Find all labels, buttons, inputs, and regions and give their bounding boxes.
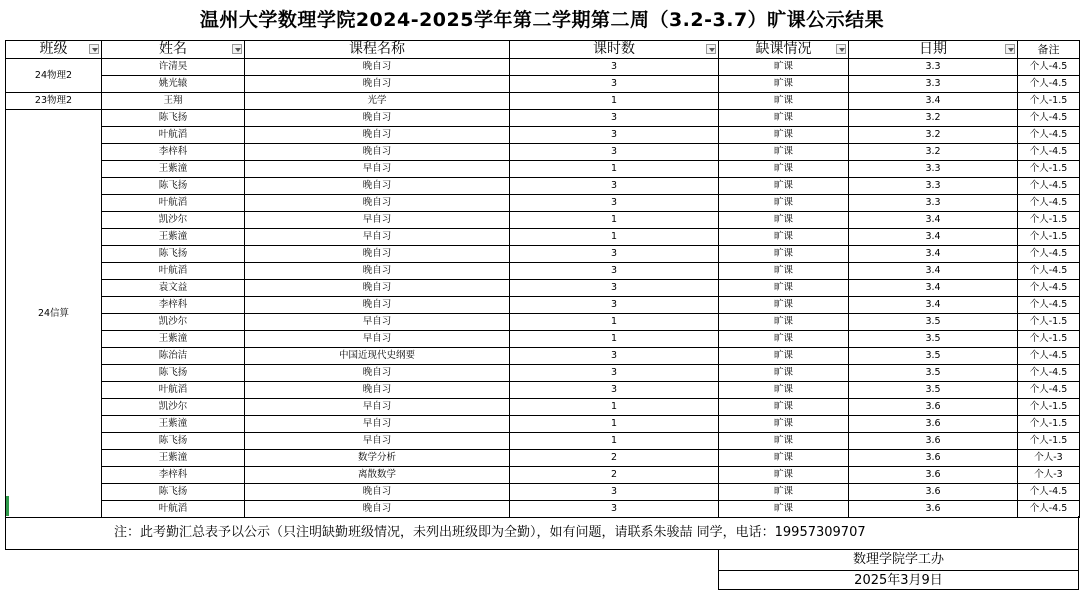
remark-cell[interactable]: 个人-1.5 — [1018, 416, 1080, 433]
status-cell[interactable]: 旷课 — [719, 246, 849, 263]
name-cell[interactable]: 李梓科 — [102, 144, 245, 161]
signature-date: 2025年3月9日 — [854, 573, 943, 588]
name-cell[interactable]: 王翔 — [102, 93, 245, 110]
status-cell[interactable]: 旷课 — [719, 433, 849, 450]
course-cell[interactable]: 中国近现代史纲要 — [245, 348, 510, 365]
table-row — [6, 263, 1080, 280]
course-cell[interactable]: 晚自习 — [245, 365, 510, 382]
attendance-table — [5, 40, 1080, 518]
hours-cell[interactable]: 3 — [510, 484, 719, 501]
status-cell[interactable]: 旷课 — [719, 416, 849, 433]
name-cell[interactable]: 王紫潼 — [102, 229, 245, 246]
remark-cell[interactable]: 个人-4.5 — [1018, 382, 1080, 399]
status-cell[interactable]: 旷课 — [719, 365, 849, 382]
hours-cell[interactable]: 3 — [510, 59, 719, 76]
name-cell[interactable]: 李梓科 — [102, 297, 245, 314]
course-cell[interactable]: 晚自习 — [245, 127, 510, 144]
remark-cell[interactable]: 个人-4.5 — [1018, 110, 1080, 127]
status-cell[interactable]: 旷课 — [719, 59, 849, 76]
name-cell[interactable]: 叶航滔 — [102, 127, 245, 144]
filter-dropdown-icon[interactable] — [1005, 44, 1015, 54]
hours-cell[interactable]: 3 — [510, 297, 719, 314]
date-cell[interactable]: 3.6 — [849, 501, 1018, 518]
status-cell[interactable]: 旷课 — [719, 484, 849, 501]
hours-cell[interactable]: 3 — [510, 263, 719, 280]
table-row — [6, 76, 1080, 93]
name-cell[interactable]: 李梓科 — [102, 467, 245, 484]
remark-cell[interactable]: 个人-4.5 — [1018, 144, 1080, 161]
table-row — [6, 229, 1080, 246]
table-row — [6, 212, 1080, 229]
name-cell[interactable]: 陈飞扬 — [102, 365, 245, 382]
status-cell[interactable]: 旷课 — [719, 229, 849, 246]
hours-cell[interactable]: 1 — [510, 331, 719, 348]
name-cell[interactable]: 叶航滔 — [102, 501, 245, 518]
remark-cell[interactable]: 个人-4.5 — [1018, 246, 1080, 263]
hours-cell[interactable]: 1 — [510, 93, 719, 110]
hours-cell[interactable]: 3 — [510, 110, 719, 127]
remark-cell[interactable]: 个人-1.5 — [1018, 229, 1080, 246]
date-cell[interactable]: 3.6 — [849, 467, 1018, 484]
status-cell[interactable]: 旷课 — [719, 450, 849, 467]
date-cell[interactable]: 3.2 — [849, 110, 1018, 127]
table-row — [6, 348, 1080, 365]
table-row — [6, 314, 1080, 331]
header-hours[interactable]: 课时数 — [510, 41, 719, 59]
filter-dropdown-icon[interactable] — [89, 44, 99, 54]
course-cell[interactable]: 晚自习 — [245, 110, 510, 127]
course-cell[interactable]: 晚自习 — [245, 263, 510, 280]
course-cell[interactable]: 早自习 — [245, 161, 510, 178]
table-row — [6, 246, 1080, 263]
date-cell[interactable]: 3.5 — [849, 331, 1018, 348]
date-cell[interactable]: 3.4 — [849, 212, 1018, 229]
hours-cell[interactable]: 3 — [510, 501, 719, 518]
status-cell[interactable]: 旷课 — [719, 110, 849, 127]
date-cell[interactable]: 3.4 — [849, 93, 1018, 110]
status-cell[interactable]: 旷课 — [719, 93, 849, 110]
status-cell[interactable]: 旷课 — [719, 348, 849, 365]
course-cell[interactable]: 晚自习 — [245, 501, 510, 518]
course-cell[interactable]: 晚自习 — [245, 76, 510, 93]
table-row — [6, 501, 1080, 518]
page-title: 温州大学数理学院2024-2025学年第二学期第二周（3.2-3.7）旷课公示结果 — [199, 9, 885, 31]
signature-block — [718, 550, 1079, 590]
status-cell[interactable]: 旷课 — [719, 331, 849, 348]
header-date[interactable]: 日期 — [849, 41, 1018, 59]
date-cell[interactable]: 3.2 — [849, 127, 1018, 144]
name-cell[interactable]: 陈飞扬 — [102, 178, 245, 195]
name-cell[interactable]: 袁文益 — [102, 280, 245, 297]
course-cell[interactable]: 晚自习 — [245, 484, 510, 501]
class-cell[interactable]: 24物理2 — [6, 59, 102, 93]
status-cell[interactable]: 旷课 — [719, 212, 849, 229]
status-cell[interactable]: 旷课 — [719, 399, 849, 416]
status-cell[interactable]: 旷课 — [719, 144, 849, 161]
table-row — [6, 195, 1080, 212]
remark-cell[interactable]: 个人-4.5 — [1018, 127, 1080, 144]
remark-cell[interactable]: 个人-4.5 — [1018, 484, 1080, 501]
table-row — [6, 144, 1080, 161]
hours-cell[interactable]: 1 — [510, 212, 719, 229]
table-row — [6, 365, 1080, 382]
table-row — [6, 331, 1080, 348]
table-row — [6, 59, 1080, 76]
remark-cell[interactable]: 个人-4.5 — [1018, 348, 1080, 365]
course-cell[interactable]: 早自习 — [245, 229, 510, 246]
hours-cell[interactable]: 3 — [510, 195, 719, 212]
table-row — [6, 382, 1080, 399]
hours-cell[interactable]: 3 — [510, 246, 719, 263]
course-cell[interactable]: 早自习 — [245, 433, 510, 450]
name-cell[interactable]: 王紫潼 — [102, 161, 245, 178]
course-cell[interactable]: 晚自习 — [245, 178, 510, 195]
table-row — [6, 450, 1080, 467]
status-cell[interactable]: 旷课 — [719, 263, 849, 280]
remark-cell[interactable]: 个人-3 — [1018, 450, 1080, 467]
table-row — [6, 433, 1080, 450]
remark-cell[interactable]: 个人-1.5 — [1018, 399, 1080, 416]
date-cell[interactable]: 3.5 — [849, 348, 1018, 365]
hours-cell[interactable]: 3 — [510, 76, 719, 93]
name-cell[interactable]: 陈飞扬 — [102, 433, 245, 450]
course-cell[interactable]: 晚自习 — [245, 280, 510, 297]
course-cell[interactable]: 数学分析 — [245, 450, 510, 467]
date-cell[interactable]: 3.5 — [849, 382, 1018, 399]
remark-cell[interactable]: 个人-4.5 — [1018, 59, 1080, 76]
header-remark[interactable]: 备注 — [1018, 41, 1080, 59]
name-cell[interactable]: 叶航滔 — [102, 382, 245, 399]
name-cell[interactable]: 王紫潼 — [102, 331, 245, 348]
header-status[interactable]: 缺课情况 — [719, 41, 849, 59]
course-cell[interactable]: 晚自习 — [245, 195, 510, 212]
hours-cell[interactable]: 3 — [510, 178, 719, 195]
name-cell[interactable]: 陈飞扬 — [102, 246, 245, 263]
remark-cell[interactable]: 个人-4.5 — [1018, 195, 1080, 212]
table-row — [6, 161, 1080, 178]
remark-cell[interactable]: 个人-4.5 — [1018, 280, 1080, 297]
hours-cell[interactable]: 3 — [510, 144, 719, 161]
hours-cell[interactable]: 2 — [510, 467, 719, 484]
hours-cell[interactable]: 1 — [510, 416, 719, 433]
course-cell[interactable]: 离散数学 — [245, 467, 510, 484]
status-cell[interactable]: 旷课 — [719, 314, 849, 331]
course-cell[interactable]: 早自习 — [245, 314, 510, 331]
table-row — [6, 467, 1080, 484]
name-cell[interactable]: 王紫潼 — [102, 416, 245, 433]
status-cell[interactable]: 旷课 — [719, 297, 849, 314]
status-cell[interactable]: 旷课 — [719, 280, 849, 297]
name-cell[interactable]: 叶航滔 — [102, 195, 245, 212]
footnote: 注：此考勤汇总表予以公示（只注明缺勤班级情况，未列出班级即为全勤），如有问题，请联系朱骏喆 同学，电话：19957309707 — [5, 516, 1079, 550]
remark-cell[interactable]: 个人-1.5 — [1018, 93, 1080, 110]
name-cell[interactable]: 凯沙尔 — [102, 212, 245, 229]
course-cell[interactable]: 早自习 — [245, 331, 510, 348]
date-cell[interactable]: 3.3 — [849, 59, 1018, 76]
date-cell[interactable]: 3.4 — [849, 297, 1018, 314]
filter-dropdown-icon[interactable] — [232, 44, 242, 54]
name-cell[interactable]: 陈治洁 — [102, 348, 245, 365]
table-row — [6, 399, 1080, 416]
hours-cell[interactable]: 3 — [510, 382, 719, 399]
table-row — [6, 297, 1080, 314]
name-cell[interactable]: 凯沙尔 — [102, 314, 245, 331]
table-row — [6, 416, 1080, 433]
table-row — [6, 484, 1080, 501]
header-class[interactable]: 班级 — [6, 41, 102, 59]
remark-cell[interactable]: 个人-1.5 — [1018, 314, 1080, 331]
hours-cell[interactable]: 1 — [510, 433, 719, 450]
spreadsheet — [5, 0, 1079, 592]
name-cell[interactable]: 凯沙尔 — [102, 399, 245, 416]
hours-cell[interactable]: 3 — [510, 365, 719, 382]
date-cell[interactable]: 3.4 — [849, 280, 1018, 297]
date-cell[interactable]: 3.5 — [849, 365, 1018, 382]
date-cell[interactable]: 3.3 — [849, 178, 1018, 195]
name-cell[interactable]: 叶航滔 — [102, 263, 245, 280]
remark-cell[interactable]: 个人-1.5 — [1018, 212, 1080, 229]
hours-cell[interactable]: 1 — [510, 399, 719, 416]
table-row — [6, 110, 1080, 127]
course-cell[interactable]: 早自习 — [245, 212, 510, 229]
date-cell[interactable]: 3.3 — [849, 76, 1018, 93]
date-cell[interactable]: 3.3 — [849, 195, 1018, 212]
hours-cell[interactable]: 3 — [510, 127, 719, 144]
hours-cell[interactable]: 1 — [510, 161, 719, 178]
table-row — [6, 178, 1080, 195]
hours-cell[interactable]: 3 — [510, 280, 719, 297]
status-cell[interactable]: 旷课 — [719, 127, 849, 144]
date-cell[interactable]: 3.6 — [849, 399, 1018, 416]
status-cell[interactable]: 旷课 — [719, 161, 849, 178]
date-cell[interactable]: 3.4 — [849, 246, 1018, 263]
course-cell[interactable]: 晚自习 — [245, 382, 510, 399]
table-row — [6, 127, 1080, 144]
remark-cell[interactable]: 个人-1.5 — [1018, 433, 1080, 450]
name-cell[interactable]: 姚光辕 — [102, 76, 245, 93]
status-cell[interactable]: 旷课 — [719, 195, 849, 212]
date-cell[interactable]: 3.4 — [849, 263, 1018, 280]
status-cell[interactable]: 旷课 — [719, 501, 849, 518]
header-course[interactable]: 课程名称 — [245, 41, 510, 59]
remark-cell[interactable]: 个人-4.5 — [1018, 365, 1080, 382]
class-cell[interactable]: 24信算 — [6, 110, 102, 518]
status-cell[interactable]: 旷课 — [719, 76, 849, 93]
status-cell[interactable]: 旷课 — [719, 467, 849, 484]
status-cell[interactable]: 旷课 — [719, 178, 849, 195]
date-cell[interactable]: 3.6 — [849, 450, 1018, 467]
name-cell[interactable]: 王紫潼 — [102, 450, 245, 467]
course-cell[interactable]: 光学 — [245, 93, 510, 110]
status-cell[interactable]: 旷课 — [719, 382, 849, 399]
course-cell[interactable]: 晚自习 — [245, 246, 510, 263]
date-cell[interactable]: 3.4 — [849, 229, 1018, 246]
class-cell[interactable]: 23物理2 — [6, 93, 102, 110]
hours-cell[interactable]: 2 — [510, 450, 719, 467]
hours-cell[interactable]: 1 — [510, 229, 719, 246]
date-cell[interactable]: 3.6 — [849, 433, 1018, 450]
name-cell[interactable]: 许清昊 — [102, 59, 245, 76]
course-cell[interactable]: 晚自习 — [245, 297, 510, 314]
remark-cell[interactable]: 个人-4.5 — [1018, 501, 1080, 518]
header-row — [6, 41, 1080, 59]
date-cell[interactable]: 3.5 — [849, 314, 1018, 331]
filter-dropdown-icon[interactable] — [706, 44, 716, 54]
date-cell[interactable]: 3.6 — [849, 484, 1018, 501]
remark-cell[interactable]: 个人-4.5 — [1018, 263, 1080, 280]
remark-cell[interactable]: 个人-1.5 — [1018, 331, 1080, 348]
remark-cell[interactable]: 个人-4.5 — [1018, 297, 1080, 314]
table-row — [6, 93, 1080, 110]
remark-cell[interactable]: 个人-1.5 — [1018, 161, 1080, 178]
date-cell[interactable]: 3.6 — [849, 416, 1018, 433]
date-cell[interactable]: 3.2 — [849, 144, 1018, 161]
remark-cell[interactable]: 个人-3 — [1018, 467, 1080, 484]
name-cell[interactable]: 陈飞扬 — [102, 484, 245, 501]
filter-dropdown-icon[interactable] — [836, 44, 846, 54]
course-cell[interactable]: 早自习 — [245, 399, 510, 416]
hours-cell[interactable]: 3 — [510, 348, 719, 365]
remark-cell[interactable]: 个人-4.5 — [1018, 178, 1080, 195]
header-name[interactable]: 姓名 — [102, 41, 245, 59]
name-cell[interactable]: 陈飞扬 — [102, 110, 245, 127]
course-cell[interactable]: 早自习 — [245, 416, 510, 433]
hours-cell[interactable]: 1 — [510, 314, 719, 331]
table-row — [6, 280, 1080, 297]
remark-cell[interactable]: 个人-4.5 — [1018, 76, 1080, 93]
signature-office: 数理学院学工办 — [719, 550, 1078, 571]
course-cell[interactable]: 晚自习 — [245, 59, 510, 76]
date-cell[interactable]: 3.3 — [849, 161, 1018, 178]
course-cell[interactable]: 晚自习 — [245, 144, 510, 161]
